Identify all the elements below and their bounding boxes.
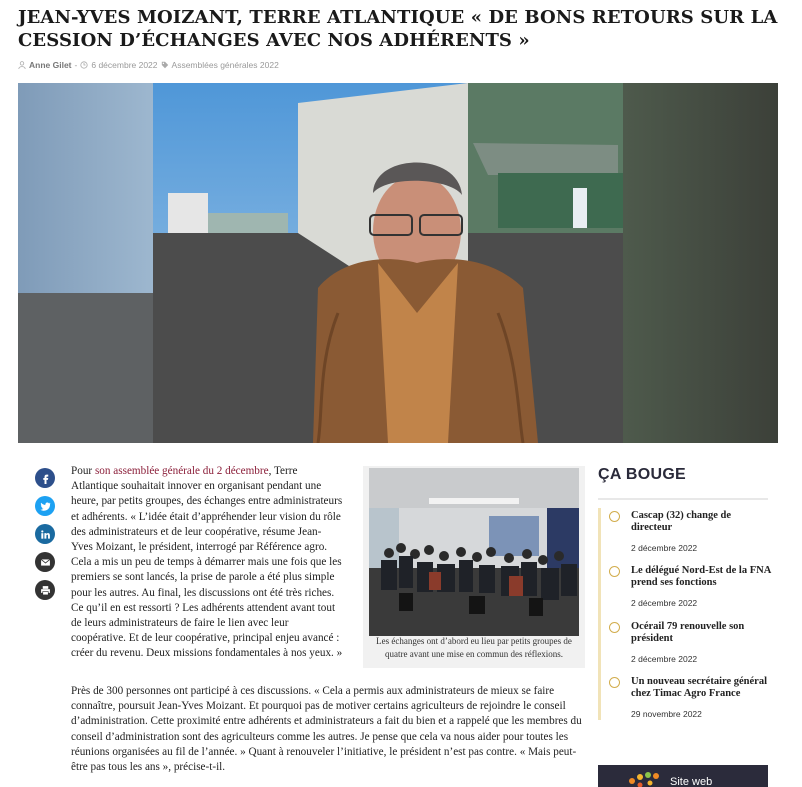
timeline-dot-icon: [609, 677, 620, 688]
article-lead: [71, 464, 343, 662]
email-icon: [40, 557, 51, 568]
share-bar: [35, 468, 55, 600]
hero-photo-illustration: [18, 83, 778, 443]
user-icon: [18, 61, 26, 69]
lead-text: , Terre Atlantique souhaitait innover en organisant pendant une heure, par petits groupes, des échanges entre administrateurs et adhérents. « L’idée était d’appréhender leur vision du rôle des administrateurs et de leur coopérative, résume Jean-Yves Moizant, le président, interrogé par Référence agro. Cela a mis un peu de temps à démarrer mais une fois que les premiers se sont lancés, la prise de parole a été plus simple pour les autres. Au final, les discussions ont été très riches. Ce qu’il en est ressorti ? Les adhérents attendent avant tout de leurs administrateurs de faire le lien avec leur coopérative. Et de leur coopérative, principal enjeu avancé : créer du revenu. Deux missions fondamentales à nos yeux. »: [71, 465, 343, 660]
news-item-date: 2 décembre 2022: [631, 543, 698, 553]
linkedin-icon: [40, 529, 51, 540]
figure-photo: [369, 468, 579, 636]
article-title: JEAN-YVES MOIZANT, TERRE ATLANTIQUE « DE BONS RETOURS SUR LA CESSION D’ÉCHANGES AVEC NOS ADHÉRENTS »: [18, 7, 778, 51]
timeline-dot-icon: [609, 566, 620, 577]
article-date: 6 décembre 2022: [91, 60, 158, 70]
lead-prefix: Pour: [71, 465, 95, 477]
timeline-dot-icon: [609, 622, 620, 633]
assembly-link[interactable]: son assemblée générale du 2 décembre: [94, 465, 269, 477]
figure-caption: Les échanges ont d’abord eu lieu par petits groupes de quatre avant une mise en commun des réflexions.: [376, 636, 572, 659]
ad-banner[interactable]: [598, 765, 768, 787]
news-item-title[interactable]: Un nouveau secrétaire général chez Timac Agro France: [631, 676, 767, 699]
sidebar-title: ÇA BOUGE: [598, 466, 687, 483]
article-meta: [18, 60, 279, 70]
article-paragraph: Près de 300 personnes ont participé à ces discussions. « Cela a permis aux administrateurs de mieux se faire connaître, poursuit Jean-Yves Moizant. Et pourquoi pas de motiver certains agriculteurs de rejoindre le conseil d’administration. Cette proximité entre adhérents et administrateurs a fait du bien et a rappelé que les membres du conseil d’administration sont des agriculteurs comme les autres. Je pense que cela va nous aider pour toutes les réunions organisées au fil de l’année. » Quant à renouveler l’initiative, le président n’est pas contre. « Mais peut-être pas tous les ans », précise-t-il.: [71, 685, 582, 774]
clock-icon: [80, 61, 88, 69]
news-item-date: 2 décembre 2022: [631, 654, 698, 664]
article-author[interactable]: Anne Gilet: [29, 60, 72, 70]
news-item-date: 2 décembre 2022: [631, 598, 698, 608]
timeline-dot-icon: [609, 511, 620, 522]
news-item-title[interactable]: Le délégué Nord-Est de la FNA prend ses fonctions: [631, 565, 771, 588]
print-icon: [40, 585, 51, 596]
sidebar-title-underline: [598, 498, 768, 500]
news-item-title[interactable]: Océrail 79 renouvelle son président: [631, 621, 745, 644]
article-category[interactable]: Assemblées générales 2022: [171, 60, 279, 70]
share-facebook-button[interactable]: [35, 468, 55, 488]
article-figure: [363, 466, 585, 668]
meta-separator: -: [74, 60, 78, 70]
twitter-icon: [40, 501, 51, 512]
news-item-title[interactable]: Cascap (32) change de directeur: [631, 510, 732, 533]
share-twitter-button[interactable]: [35, 496, 55, 516]
tag-icon: [161, 61, 169, 69]
share-print-button[interactable]: [35, 580, 55, 600]
hero-photo: [18, 83, 778, 443]
facebook-icon: [40, 473, 51, 484]
ad-text: Site web: [670, 776, 713, 787]
news-item-date: 29 novembre 2022: [631, 709, 702, 719]
share-email-button[interactable]: [35, 552, 55, 572]
share-linkedin-button[interactable]: [35, 524, 55, 544]
sidebar-timeline-line: [598, 508, 601, 720]
